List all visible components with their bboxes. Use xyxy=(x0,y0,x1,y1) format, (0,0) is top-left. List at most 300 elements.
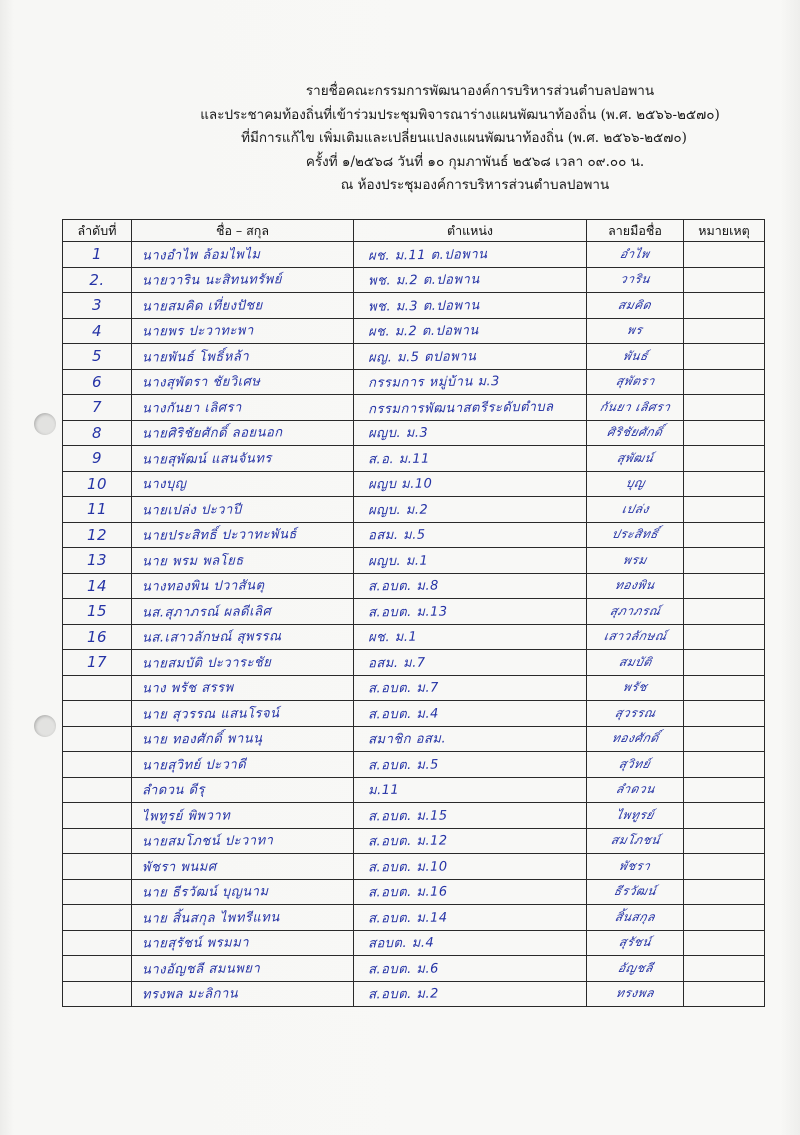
row-name-cell xyxy=(132,803,354,829)
row-name: นางบุญ xyxy=(141,477,187,493)
row-name: นายวาริน นะสิทนทรัพย์ xyxy=(141,272,282,289)
row-signature: ทองศักดิ์ xyxy=(610,731,660,746)
row-number-cell xyxy=(63,675,132,701)
row-name: นาย พรม พลโยธ xyxy=(141,553,244,570)
table-row xyxy=(63,599,765,625)
row-signature-cell xyxy=(587,267,684,293)
row-number-cell xyxy=(63,548,132,574)
row-position: ผญ. ม.5 ตปอพาน xyxy=(367,348,477,366)
row-signature: ทองพิน xyxy=(613,578,657,593)
row-name-cell xyxy=(132,650,354,676)
table-row xyxy=(63,854,765,880)
table-row xyxy=(63,650,765,676)
row-number: 13 xyxy=(86,551,108,570)
table-row xyxy=(63,497,765,523)
row-remarks-cell xyxy=(684,701,765,727)
row-remarks-cell xyxy=(684,905,765,931)
row-name-cell xyxy=(132,522,354,548)
row-signature: กันยา เลิศรา xyxy=(598,399,672,414)
row-name-cell xyxy=(132,344,354,370)
row-signature-cell xyxy=(587,650,684,676)
table-row xyxy=(63,344,765,370)
row-position: ผช. ม.2 ต.ปอพาน xyxy=(367,323,479,341)
row-position-cell xyxy=(354,930,587,956)
row-remarks-cell xyxy=(684,471,765,497)
row-name-cell xyxy=(132,752,354,778)
row-signature: สุวิทย์ xyxy=(618,756,653,771)
row-position: ส.อบต. ม.5 xyxy=(367,757,439,774)
row-signature: สุพัฒน์ xyxy=(615,450,655,465)
row-signature-cell xyxy=(587,624,684,650)
row-position-cell xyxy=(354,803,587,829)
row-remarks-cell xyxy=(684,650,765,676)
row-remarks-cell xyxy=(684,420,765,446)
row-number: 3 xyxy=(91,296,103,315)
row-name: นายสุวิทย์ ปะวาดี xyxy=(141,757,247,774)
table-row xyxy=(63,803,765,829)
row-signature: ประสิทธิ์ xyxy=(610,527,660,542)
row-position: กรรมการ หมู่บ้าน ม.3 xyxy=(367,374,500,392)
row-remarks-cell xyxy=(684,879,765,905)
row-position: ส.อบต. ม.16 xyxy=(367,884,448,901)
attendance-table xyxy=(62,219,765,1007)
row-name: นางกันยา เลิศรา xyxy=(141,400,242,417)
row-remarks-cell xyxy=(684,854,765,880)
row-position-cell xyxy=(354,879,587,905)
row-name-cell xyxy=(132,777,354,803)
row-signature: ไพทูรย์ xyxy=(614,807,656,822)
row-signature-cell xyxy=(587,675,684,701)
document-header xyxy=(150,80,770,198)
row-position-cell xyxy=(354,522,587,548)
row-number: 14 xyxy=(86,576,108,595)
table-row xyxy=(63,471,765,497)
row-number-cell xyxy=(63,522,132,548)
row-position-cell xyxy=(354,777,587,803)
row-number-cell xyxy=(63,573,132,599)
row-number: 12 xyxy=(86,525,108,544)
row-remarks-cell xyxy=(684,599,765,625)
row-name: นายสุพัฒน์ แสนจันทร xyxy=(141,451,272,468)
row-signature: สมโภชน์ xyxy=(609,833,662,848)
row-signature: วาริน xyxy=(618,272,652,287)
row-remarks-cell xyxy=(684,828,765,854)
row-name: นาย สุวรรณ แสนโรจน์ xyxy=(141,706,280,723)
row-remarks-cell xyxy=(684,675,765,701)
row-name: นายสมคิด เที่ยงปัชย xyxy=(141,298,263,315)
row-position-cell xyxy=(354,344,587,370)
row-number-cell xyxy=(63,344,132,370)
row-position: ส.อบต. ม.7 xyxy=(367,680,439,697)
table-row xyxy=(63,752,765,778)
row-position: ส.อ. ม.11 xyxy=(367,451,431,468)
row-position-cell xyxy=(354,548,587,574)
table-row xyxy=(63,701,765,727)
row-signature: สมคิด xyxy=(617,297,654,312)
header-meeting-location: ณ ห้องประชุมองค์การบริหารส่วนตำบลปอพาน xyxy=(340,177,610,193)
table-row xyxy=(63,573,765,599)
row-signature-cell xyxy=(587,828,684,854)
row-name: นายเปล่ง ปะวาปี xyxy=(141,502,242,519)
row-name: นส.สุภาภรณ์ ผลดีเลิศ xyxy=(141,604,272,621)
row-signature: อัญชลี xyxy=(616,960,655,975)
header-title: รายชื่อคณะกรรมการพัฒนาองค์การบริหารส่วนตำบลปอพาน xyxy=(305,83,655,99)
row-signature: เสาวลักษณ์ xyxy=(602,629,668,644)
row-name: นาย สิ้นสกุล ไพทรีแทน xyxy=(141,910,280,927)
row-name: นายพร ปะวาทะพา xyxy=(141,323,254,340)
row-position: ส.อบต. ม.15 xyxy=(367,808,448,825)
row-signature-cell xyxy=(587,981,684,1007)
table-row xyxy=(63,624,765,650)
row-number-cell xyxy=(63,701,132,727)
row-signature: สุพัตรา xyxy=(614,374,656,389)
row-position: ส.อบต. ม.13 xyxy=(367,604,448,621)
row-position-cell xyxy=(354,701,587,727)
row-position: กรรมการพัฒนาสตรีระดับตำบล xyxy=(367,399,554,418)
row-remarks-cell xyxy=(684,981,765,1007)
row-number: 15 xyxy=(86,602,108,621)
row-signature-cell xyxy=(587,344,684,370)
row-position: ผญบ. ม.3 xyxy=(367,425,429,442)
row-name-cell xyxy=(132,293,354,319)
row-position-cell xyxy=(354,624,587,650)
row-signature-cell xyxy=(587,522,684,548)
row-name-cell xyxy=(132,420,354,446)
row-name-cell xyxy=(132,599,354,625)
row-position-cell xyxy=(354,956,587,982)
row-signature: พัชรา xyxy=(617,858,653,873)
row-name: นาย ทองศักดิ์ พานนุ xyxy=(141,731,263,748)
row-number-cell xyxy=(63,726,132,752)
row-name-cell xyxy=(132,471,354,497)
row-number: 4 xyxy=(91,321,103,340)
row-signature-cell xyxy=(587,242,684,268)
row-position-cell xyxy=(354,395,587,421)
row-remarks-cell xyxy=(684,497,765,523)
row-number-cell xyxy=(63,854,132,880)
row-signature-cell xyxy=(587,599,684,625)
row-signature-cell xyxy=(587,905,684,931)
row-name-cell xyxy=(132,930,354,956)
row-name-cell xyxy=(132,701,354,727)
row-number-cell xyxy=(63,369,132,395)
row-position: สมาชิก อสม. xyxy=(367,731,447,748)
row-remarks-cell xyxy=(684,369,765,395)
row-position-cell xyxy=(354,267,587,293)
row-signature: สุวรรณ xyxy=(613,705,657,720)
row-remarks-cell xyxy=(684,242,765,268)
row-number-cell xyxy=(63,777,132,803)
table-row xyxy=(63,446,765,472)
table-row xyxy=(63,242,765,268)
row-number-cell xyxy=(63,956,132,982)
row-remarks-cell xyxy=(684,344,765,370)
row-signature: ศิริชัยศักดิ์ xyxy=(605,425,665,440)
row-signature: เปล่ง xyxy=(620,501,651,516)
column-header-position: ตำแหน่ง xyxy=(354,220,587,242)
table-row xyxy=(63,956,765,982)
row-signature: บุญ xyxy=(624,476,647,491)
row-signature-cell xyxy=(587,471,684,497)
row-position: ส.อบต. ม.4 xyxy=(367,706,439,723)
row-position: ผญบ. ม.1 xyxy=(367,553,429,570)
row-number: 6 xyxy=(91,372,103,391)
row-position: ม.11 xyxy=(367,783,400,799)
row-position-cell xyxy=(354,369,587,395)
column-header-remarks: หมายเหตุ xyxy=(684,220,765,242)
row-name: นายพันธ์ โพธิ์หล้า xyxy=(141,349,250,366)
row-number-cell xyxy=(63,752,132,778)
row-name: นายสมโภชน์ ปะวาทา xyxy=(141,833,274,850)
row-signature: พรม xyxy=(621,552,649,567)
row-position-cell xyxy=(354,293,587,319)
row-remarks-cell xyxy=(684,446,765,472)
row-remarks-cell xyxy=(684,930,765,956)
row-signature-cell xyxy=(587,956,684,982)
table-row xyxy=(63,369,765,395)
row-number-cell xyxy=(63,318,132,344)
row-position: พช. ม.2 ต.ปอพาน xyxy=(367,272,480,290)
row-remarks-cell xyxy=(684,573,765,599)
row-position-cell xyxy=(354,573,587,599)
row-name: นส.เสาวลักษณ์ สุพรรณ xyxy=(141,629,282,646)
table-header-row xyxy=(63,220,765,242)
row-signature-cell xyxy=(587,930,684,956)
row-position: อสม. ม.5 xyxy=(367,527,426,544)
row-number: 5 xyxy=(91,347,103,366)
row-signature-cell xyxy=(587,293,684,319)
row-number: 9 xyxy=(91,449,103,468)
row-name: นายสุรัชน์ พรมมา xyxy=(141,935,250,952)
row-name-cell xyxy=(132,879,354,905)
row-signature: สิ้นสกุล xyxy=(613,909,657,924)
row-position-cell xyxy=(354,675,587,701)
row-position-cell xyxy=(354,854,587,880)
row-name: ทรงพล มะลิกาน xyxy=(141,986,239,1003)
row-remarks-cell xyxy=(684,267,765,293)
row-position: ผญบ ม.10 xyxy=(367,476,433,493)
row-signature-cell xyxy=(587,395,684,421)
row-number: 8 xyxy=(91,423,103,442)
table-row xyxy=(63,548,765,574)
row-number-cell xyxy=(63,599,132,625)
row-number-cell xyxy=(63,803,132,829)
row-number-cell xyxy=(63,650,132,676)
table-row xyxy=(63,293,765,319)
table-row xyxy=(63,905,765,931)
row-signature-cell xyxy=(587,701,684,727)
row-remarks-cell xyxy=(684,752,765,778)
row-number: 11 xyxy=(86,500,108,519)
table-row xyxy=(63,522,765,548)
row-name-cell xyxy=(132,905,354,931)
row-number-cell xyxy=(63,879,132,905)
punch-hole xyxy=(34,715,56,737)
row-name-cell xyxy=(132,395,354,421)
row-position-cell xyxy=(354,242,587,268)
row-signature-cell xyxy=(587,803,684,829)
row-remarks-cell xyxy=(684,803,765,829)
row-number: 2. xyxy=(89,270,105,289)
row-position: ส.อบต. ม.6 xyxy=(367,961,439,978)
row-position-cell xyxy=(354,446,587,472)
row-number-cell xyxy=(63,981,132,1007)
row-signature-cell xyxy=(587,420,684,446)
row-number-cell xyxy=(63,497,132,523)
row-name-cell xyxy=(132,548,354,574)
row-position-cell xyxy=(354,497,587,523)
table-body xyxy=(63,242,765,1007)
row-position: ส.อบต. ม.14 xyxy=(367,910,448,927)
row-signature-cell xyxy=(587,573,684,599)
row-name-cell xyxy=(132,828,354,854)
row-position: อสม. ม.7 xyxy=(367,655,426,672)
row-number-cell xyxy=(63,293,132,319)
row-signature-cell xyxy=(587,446,684,472)
row-signature: ทรงพล xyxy=(614,986,656,1001)
row-name-cell xyxy=(132,675,354,701)
row-number: 16 xyxy=(86,627,108,646)
row-number: 1 xyxy=(91,245,103,264)
row-name: นายศิริชัยศักดิ์ ลอยนอก xyxy=(141,425,283,442)
column-header-signature: ลายมือชื่อ xyxy=(587,220,684,242)
table-row xyxy=(63,726,765,752)
row-position-cell xyxy=(354,471,587,497)
row-signature: พรัช xyxy=(621,680,649,695)
row-number-cell xyxy=(63,420,132,446)
row-number-cell xyxy=(63,930,132,956)
row-number: 10 xyxy=(86,474,108,493)
row-signature-cell xyxy=(587,879,684,905)
row-name-cell xyxy=(132,981,354,1007)
column-header-name: ชื่อ – สกุล xyxy=(132,220,354,242)
table-row xyxy=(63,395,765,421)
row-remarks-cell xyxy=(684,956,765,982)
table-row xyxy=(63,879,765,905)
row-position: ผช. ม.1 xyxy=(367,629,418,646)
row-signature-cell xyxy=(587,752,684,778)
column-header-number: ลำดับที่ xyxy=(63,220,132,242)
row-position-cell xyxy=(354,318,587,344)
row-position-cell xyxy=(354,650,587,676)
row-name: นายสมบัติ ปะวาระชัย xyxy=(141,655,272,672)
row-remarks-cell xyxy=(684,395,765,421)
row-name: ไพทูรย์ พิพวาท xyxy=(141,808,231,825)
row-name: นางอัญชลี สมนพยา xyxy=(141,961,261,978)
row-signature: สุภาภรณ์ xyxy=(608,603,662,618)
row-name: พัชรา พนมศ xyxy=(141,859,217,876)
row-number-cell xyxy=(63,828,132,854)
row-remarks-cell xyxy=(684,548,765,574)
row-signature: พันธ์ xyxy=(621,348,650,363)
row-name-cell xyxy=(132,242,354,268)
row-position: ส.อบต. ม.8 xyxy=(367,578,439,595)
row-signature: สมบัติ xyxy=(617,654,653,669)
punch-hole xyxy=(34,413,56,435)
row-number-cell xyxy=(63,267,132,293)
row-name: นางอำไพ ล้อมไพไม xyxy=(141,247,261,264)
row-position: สอบต. ม.4 xyxy=(367,935,435,952)
row-number-cell xyxy=(63,624,132,650)
row-name: นายประสิทธิ์ ปะวาทะพันธ์ xyxy=(141,527,297,545)
row-position-cell xyxy=(354,599,587,625)
row-signature: ธีรวัฒน์ xyxy=(612,884,658,899)
table-row xyxy=(63,420,765,446)
row-signature-cell xyxy=(587,777,684,803)
row-name-cell xyxy=(132,726,354,752)
row-signature: สุรัชน์ xyxy=(617,935,653,950)
row-position: ผญบ. ม.2 xyxy=(367,502,429,519)
row-position-cell xyxy=(354,905,587,931)
row-name: นางสุพัตรา ชัยวิเศษ xyxy=(141,374,261,391)
row-signature-cell xyxy=(587,548,684,574)
table-row xyxy=(63,267,765,293)
header-meeting-date: ครั้งที่ ๑/๒๕๖๘ วันที่ ๑๐ กุมภาพันธ์ ๒๕๖๘ เวลา ๐๙.๐๐ น. xyxy=(305,153,645,170)
row-name-cell xyxy=(132,318,354,344)
row-signature: พร xyxy=(625,323,645,338)
row-number-cell xyxy=(63,242,132,268)
row-name: นาง พรัช สรรพ xyxy=(141,680,234,697)
row-position: ส.อบต. ม.10 xyxy=(367,859,448,876)
row-signature: อำไพ xyxy=(618,246,652,261)
row-remarks-cell xyxy=(684,293,765,319)
row-remarks-cell xyxy=(684,624,765,650)
row-name-cell xyxy=(132,624,354,650)
row-name: นาย ธีรวัฒน์ บุญนาม xyxy=(141,884,269,901)
row-signature-cell xyxy=(587,318,684,344)
row-number-cell xyxy=(63,446,132,472)
table-row xyxy=(63,675,765,701)
row-remarks-cell xyxy=(684,522,765,548)
table-row xyxy=(63,930,765,956)
row-signature-cell xyxy=(587,369,684,395)
row-number: 7 xyxy=(91,398,103,417)
row-signature-cell xyxy=(587,854,684,880)
row-position: พช. ม.3 ต.ปอพาน xyxy=(367,297,480,315)
row-name-cell xyxy=(132,446,354,472)
row-remarks-cell xyxy=(684,318,765,344)
table-row xyxy=(63,318,765,344)
row-signature: ลำดวน xyxy=(614,782,657,797)
row-position-cell xyxy=(354,981,587,1007)
row-position: ผช. ม.11 ต.ปอพาน xyxy=(367,246,488,264)
row-name: ลำดวน ดีรุ xyxy=(141,782,206,799)
row-name-cell xyxy=(132,956,354,982)
row-name-cell xyxy=(132,497,354,523)
row-position: ส.อบต. ม.12 xyxy=(367,833,448,850)
row-position-cell xyxy=(354,752,587,778)
row-number-cell xyxy=(63,471,132,497)
row-name-cell xyxy=(132,369,354,395)
row-signature-cell xyxy=(587,497,684,523)
row-signature-cell xyxy=(587,726,684,752)
row-remarks-cell xyxy=(684,726,765,752)
row-number: 17 xyxy=(86,653,108,672)
row-remarks-cell xyxy=(684,777,765,803)
row-position-cell xyxy=(354,726,587,752)
row-position: ส.อบต. ม.2 xyxy=(367,986,439,1003)
row-name-cell xyxy=(132,573,354,599)
row-name-cell xyxy=(132,267,354,293)
header-revision-line: ที่มีการแก้ไข เพิ่มเติมและเปลี่ยนแปลงแผนพัฒนาท้องถิ่น (พ.ศ. ๒๕๖๖-๒๕๗๐) xyxy=(241,130,687,146)
row-name-cell xyxy=(132,854,354,880)
row-number-cell xyxy=(63,395,132,421)
table-row xyxy=(63,981,765,1007)
table-row xyxy=(63,777,765,803)
row-position-cell xyxy=(354,828,587,854)
table-row xyxy=(63,828,765,854)
header-subtitle: และประชาคมท้องถิ่นที่เข้าร่วมประชุมพิจารณาร่างแผนพัฒนาท้องถิ่น (พ.ศ. ๒๕๖๖-๒๕๗๐) xyxy=(200,106,720,123)
